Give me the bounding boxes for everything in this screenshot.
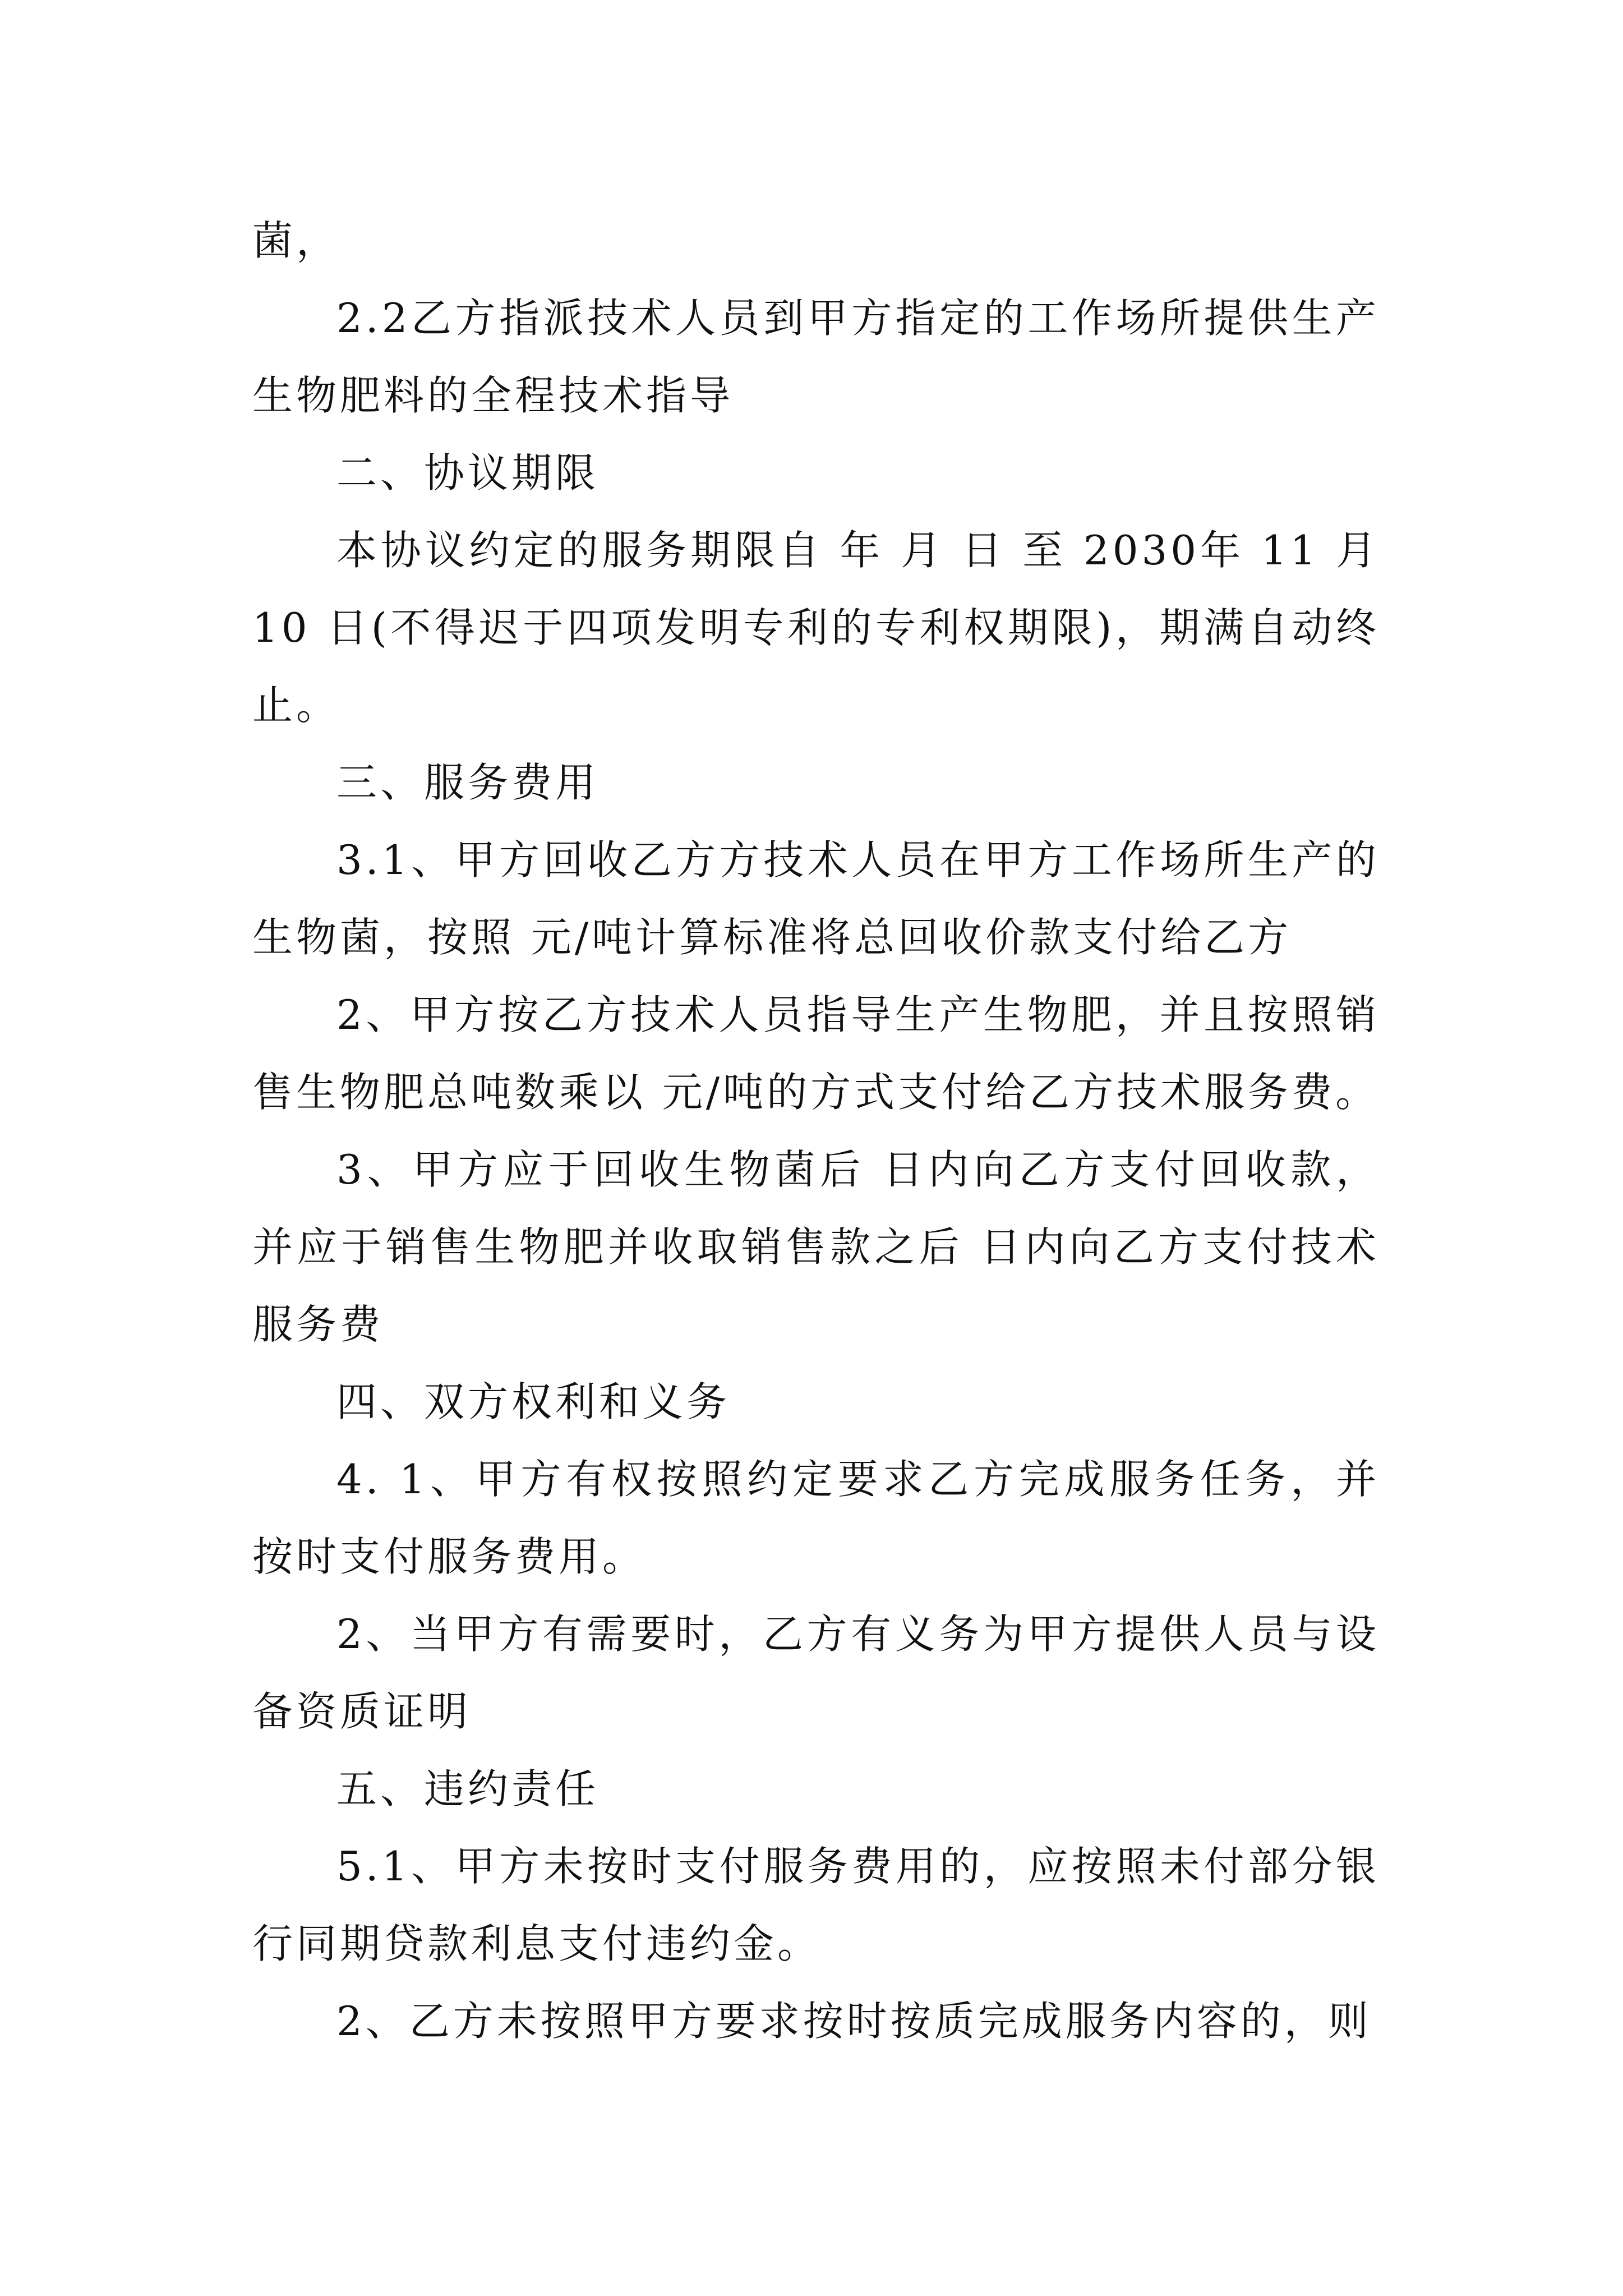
paragraph-3-1: 3.1、甲方回收乙方方技术人员在甲方工作场所生产的生物菌，按照 元/吨计算标准将总回收价款支付给乙方 — [252, 836, 1380, 961]
paragraph-5-1: 5.1、甲方未按时支付服务费用的，应按照未付部分银行同期贷款利息支付违约金。 — [252, 1843, 1380, 1967]
paragraph-4-2: 2、当甲方有需要时，乙方有义务为甲方提供人员与设备资质证明 — [252, 1611, 1380, 1735]
paragraph-3-3: 3、甲方应于回收生物菌后 日内向乙方支付回收款，并应于销售生物肥并收取销售款之后 日内向乙方支付技术服务费 — [252, 1146, 1380, 1348]
section-heading-fees: 三、服务费用 — [336, 759, 600, 806]
document-body — [252, 202, 1380, 2060]
paragraph-2-2: 2.2乙方指派技术人员到甲方指定的工作场所提供生产生物肥料的全程技术指导 — [252, 295, 1380, 419]
paragraph-4-1: 4. 1、甲方有权按照约定要求乙方完成服务任务，并按时支付服务费用。 — [252, 1456, 1380, 1580]
paragraph-3-2: 2、甲方按乙方技术人员指导生产生物肥，并且按照销售生物肥总吨数乘以 元/吨的方式支付给乙方技术服务费。 — [252, 991, 1380, 1116]
section-heading-rights: 四、双方权利和义务 — [336, 1378, 731, 1425]
paragraph-5-2: 2、乙方未按照甲方要求按时按质完成服务内容的，则 — [336, 1998, 1372, 2045]
paragraph-term: 本协议约定的服务期限自 年 月 日 至 2030年 11 月 10 日(不得迟于四项发明专利的专利权期限)，期满自动终止。 — [252, 527, 1380, 729]
section-heading-term: 二、协议期限 — [336, 449, 600, 496]
section-heading-liability: 五、违约责任 — [336, 1765, 600, 1812]
paragraph-continuation: 菌， — [252, 217, 340, 264]
